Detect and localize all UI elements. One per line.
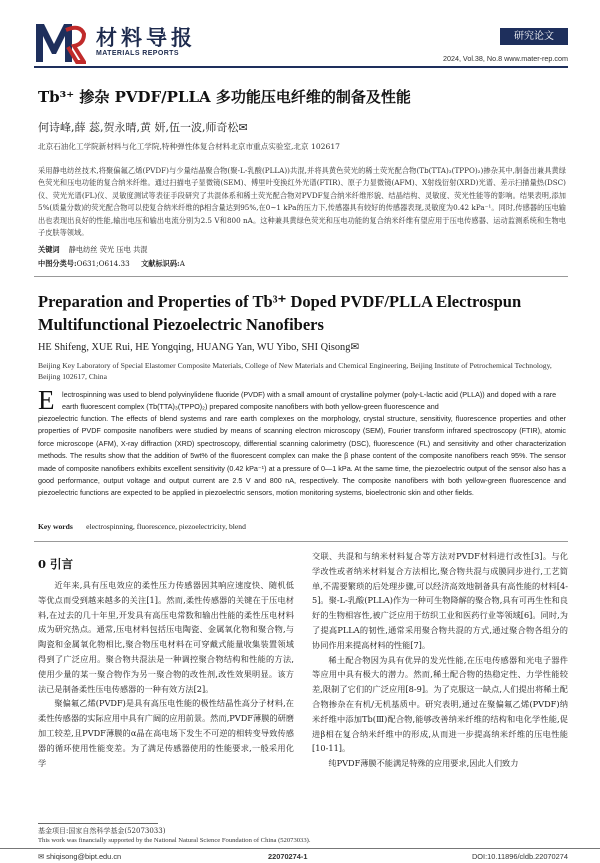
- paragraph: 近年来,具有压电效应的柔性压力传感器因其响应速度快、随机低等优点而受到越来越多的关注[1]。然而,柔性传感器的关键在于压电材料,在过去的几十年里,开发具有高压电常数和输出性能的柔性压电材料成为研究热点。通常,压电材料包括压电陶瓷、金属氧化物和聚合物,与陶瓷和金属氧化物相比,聚合物压电材料在可穿戴式能量收集装置领域得到了广泛应用。聚合物共混法是一种调控聚合物结构和性能的方法,使用少量的某一聚合物作为另一聚合物的改性剂,改性效果明显。该方法已是制备柔性压电传感器的一种有效方法[2]。: [38, 580, 294, 694]
- keywords-en-label: Key words: [38, 522, 73, 531]
- paragraph: 聚偏氟乙烯(PVDF)是具有高压电性能的极性结晶性高分子材料,在柔性传感器的实际应用中具有广阔的应用前景。然而,PVDF薄膜的研磨加工较差,且PVDF薄膜的α晶在高电场下发生不可逆的相转变导致传感器的循环使用性能变差。为了满足传感器使用的性能要求,一般采用化学: [38, 698, 294, 768]
- article-title-cn: Tb³⁺ 掺杂 PVDF/PLLA 多功能压电纤维的制备及性能: [38, 88, 411, 106]
- doc-code-label: 文献标识码:: [141, 259, 180, 268]
- abstract-cn: 采用静电纺丝技术,将聚偏氟乙烯(PVDF)与少量结晶聚合物(聚-L-乳酸(PLLA))共混,并将具黄色荧光的稀土荧光配合物(Tb(TTA)₃(TPPO)₂)掺杂其中,制备出兼具黄绿色荧光和压电功能的复合纳米纤维。通过扫描电子显微镜(SEM)、傅里叶变换红外光谱(FTIR)、原子力显微镜(AFM)、X射线衍射(XRD)光谱、差示扫描量热(DSC)仪、荧光光谱(FL)仪、灵敏度测试等表征手段研究了共混体系和稀土荧光配合物对PVDF复合纳米纤维形貌、结晶结构、灵敏度、荧光性能等的影响。结果表明,添加5%(质量分数)的荧光配合物可以使复合纳米纤维的β相含量达到95%,在0~1 kPa的压力下,传感器具有较好的传感器表现,灵敏度为0.42 kPa⁻¹。同时,传感器的压电输出也表现出良好的性能,输出电压和输出电流分别为2.5 V和800 nA。这种兼具黄绿色荧光和压电功能的复合纳米纤维有望应用于压电传感器、运动监测系统和生物电子皮肤等领域。: [38, 166, 566, 238]
- keywords-cn-row: [38, 245, 147, 255]
- authors-cn: 何诗峰,薛 蕊,贺永晴,黄 妍,伍一波,师奇松✉: [38, 121, 248, 134]
- section-heading: 0 引言: [38, 557, 74, 571]
- article-title-en: Preparation and Properties of Tb³⁺ Doped PVDF/PLLA Electrospun Multifunctional Piezoelectric Nanofibers: [38, 292, 522, 334]
- body-column-right: [312, 549, 568, 771]
- section-tag: 研究论文: [500, 28, 568, 45]
- paragraph: 稀土配合物因为具有优异的发光性能,在压电传感器和光电子器件等应用中具有极大的潜力。然而,稀土配合物的热稳定性、力学性能较差,限制了它们的广泛应用[8-9]。为了克服这一缺点,人们提出将稀土配合物掺杂在有机/无机基质中。研究表明,通过在聚偏氟乙烯(PVDF)纳米纤维中添加Tb(Ⅲ)配合物,能够改善纳米纤维的结构和电化学性能,促进β相在复合纳米纤维中的形成,从而进一步提高纳米纤维的压电性能[10-11]。: [312, 654, 568, 754]
- footnote-divider: [38, 823, 158, 824]
- header-divider: [34, 66, 568, 68]
- affiliation-en: Beijing Key Laboratory of Special Elastomer Composite Materials, College of New Materials and Chemical Engineering, Beijing Institute of Petrochemical Technology, Beijing 102617, China: [38, 361, 552, 381]
- divider: [34, 541, 568, 542]
- journal-name-en: MATERIALS REPORTS: [96, 50, 179, 57]
- issue-info: 2024, Vol.38, No.8 www.mater-rep.com: [442, 54, 568, 63]
- doc-code: A: [179, 259, 185, 268]
- classification-row: [38, 259, 185, 269]
- keywords-cn: 静电纺丝 荧光 压电 共混: [68, 245, 148, 254]
- divider: [34, 276, 568, 277]
- funding-en: This work was financially supported by the National Natural Science Foundation of China (52073033).: [38, 837, 311, 844]
- keywords-en: electrospinning, fluorescence, piezoelectricity, blend: [86, 522, 246, 531]
- class-value: O631;O614.33: [76, 259, 130, 268]
- footer-divider: [0, 848, 600, 849]
- body-column-left: [38, 578, 294, 770]
- abstract-dropcap: E: [38, 385, 55, 415]
- paragraph: 纯PVDF薄膜不能满足特殊的应用要求,因此人们致力: [328, 758, 519, 769]
- journal-logo-icon: [34, 20, 86, 64]
- abstract-en-first-lines: lectrospinning was used to blend polyvinylidene fluoride (PVDF) with a small amount of crystalline polymer (poly-L-lactic acid (PLLA)) and doped with a rare earth fluorescent complex (Tb(TTA)₃(TPPO)₂) prepared composite nanofibers with both yellow-green fluorescence and: [62, 390, 557, 412]
- doi: DOI:10.11896/cldb.22070274: [471, 852, 568, 861]
- paragraph: 交联、共混和与纳米材料复合等方法对PVDF材料进行改性[3]。与化学改性或者纳米材料复合方法相比,聚合物共混与成膜同步进行,工艺简单,不需要繁琐的后处理步骤,可以经济高效地制备具有高性能的材料[4-5]。聚-L-乳酸(PLLA)作为一种可生物降解的聚合物,具有可再生性和良好的生物相容性,被广泛应用于纺织工业和医药行业等领域[6]。同时,为了提高PLLA的韧性,通常采用聚合物共混的方式,通过聚合物各组分的协同作用来提高材料的性能[7]。: [312, 551, 568, 650]
- corresponding-email: ✉ shiqisong@bipt.edu.cn: [38, 852, 122, 861]
- page-code: 22070274-1: [268, 852, 308, 861]
- affiliation-cn: 北京石油化工学院新材料与化工学院,特种弹性体复合材料北京市重点实验室,北京 102617: [38, 142, 341, 151]
- keywords-en-row: [38, 522, 246, 531]
- authors-en: HE Shifeng, XUE Rui, HE Yongqing, HUANG Yan, WU Yibo, SHI Qisong✉: [38, 342, 359, 353]
- keywords-cn-label: 关键词: [38, 245, 60, 254]
- abstract-en: piezoelectric function. The effects of blend systems and rare earth complexes on the morphology, crystal structure, sensitivity, fluorescence properties and other properties of PVDF composite nanofibers were studied by means of scanning electron microscopy (SEM), Fourier transform infrared spectroscopy (FTIR), atomic force microscope (AFM), X-ray diffraction (XRD) spectroscopy, differential scanning calorimetry (DSC), fluorescence (FL) and sensitivity and other characterization methods. The results show that the addition of 5wt% of the fluorescent complex can make the β phase content of the composite nanofibers reach 95%. The sensor made of composite nanofibers exhibits excellent sensitivity (0.42 kPa⁻¹) at a pressure of 0—1 kPa. At the same time, the piezoelectric output of the sensor also has a good performance, output voltage and output current are 2.5 V and 800 nA, respectively. The composite nanofibers with both yellow-green fluorescence and piezoelectric functions are expected to be applied in piezoelectric sensors, motion monitoring systems, bioelectronic skin and other fields.: [38, 414, 566, 498]
- class-label: 中图分类号:: [38, 259, 77, 268]
- funding-cn: 基金项目:国家自然科学基金(52073033): [38, 827, 166, 835]
- journal-name-cn: 材料导报: [96, 25, 196, 50]
